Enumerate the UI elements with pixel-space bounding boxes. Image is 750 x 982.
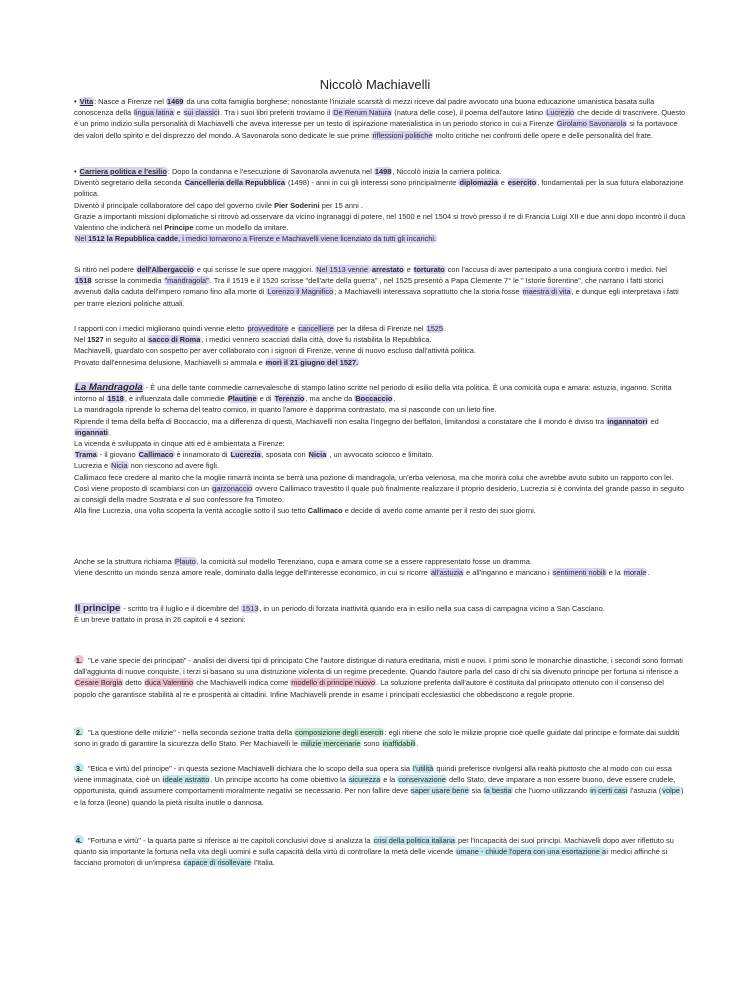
text: ; a Machiavelli interessava soprattutto che la storia fosse (334, 287, 522, 297)
highlight: "mandragola" (164, 276, 209, 286)
bold-text: 1512 la Repubblica cadde (88, 234, 179, 244)
highlight: lingua latina (134, 108, 174, 118)
principe-title: Il principe (75, 603, 121, 614)
highlight: crisi della politica italiana (373, 836, 455, 845)
highlight: 1469 (166, 97, 184, 106)
text: che Machiavelli indica come (194, 678, 291, 688)
text: , ma anche da (305, 394, 355, 404)
highlight: conservazione (398, 775, 446, 785)
highlight: ingannatori (607, 416, 648, 426)
highlight: ingannati (75, 427, 108, 437)
bold-text: Principe (164, 223, 194, 233)
highlight: torturato (413, 265, 445, 274)
highlight: 1498 (374, 167, 392, 176)
highlight: 1518 (107, 394, 124, 404)
highlight: Girolamo Savonarola (556, 119, 627, 129)
text: È un breve trattato in prosa in 26 capitoli e 4 sezioni: (74, 615, 246, 625)
text: scrisse la commedia (92, 276, 164, 286)
highlight: esercito (507, 178, 537, 188)
text: e qui scrisse le sue opere maggiori. (194, 265, 316, 274)
text: La vicenda è sviluppata in cinque atti ed è ambientata a Firenze: (74, 439, 285, 449)
highlight: morale (623, 568, 647, 578)
text: in seguito al (103, 335, 148, 345)
highlight: la bestia (484, 786, 512, 796)
text: , sposata con (261, 450, 308, 460)
text: Provato dall'ennesima delusione, Machiavelli si ammala e (74, 357, 265, 367)
text: "Fortuna e virtù" - la quarta parte si riferisce ai tre capitoli conclusivi dove si analizza la (88, 836, 373, 845)
text: : Dopo la condanna e l'esecuzione di Savonarola avvenuta nel (167, 167, 374, 176)
text: per 15 anni . (319, 200, 363, 210)
carriera-paragraph (74, 166, 686, 244)
text: e la (606, 568, 623, 578)
principe-paragraph (74, 603, 686, 625)
text: per l'incapacità dei suoi principi. Machiavelli dopo aver riflettuto su quanto sia importante la fortuna nella vita degli uomini e sulla capacità della virtù di controllare la metà delle vicende (74, 836, 674, 857)
text: ovvero Callimaco travestito il quale può finalmente realizzare il proprio desiderio, Lucrezia si è convinta del grande passo in seguito ai consigli della madre Sostrata e al suo confessore fra Timoteo. (74, 483, 685, 505)
highlight: cancelliere (298, 324, 334, 333)
text: come un modello da imitare. (193, 223, 289, 233)
text: sono (361, 739, 382, 749)
highlight: inaffidabili (382, 739, 416, 749)
section-number: 1. (75, 656, 83, 665)
text: - il giovano (97, 450, 138, 460)
text: è innamorato di (174, 450, 230, 460)
text: Diventò il principale collaboratore del capo del governo civile (74, 200, 275, 210)
highlight: sicurezza (348, 775, 381, 785)
highlight: saper usare bene (411, 786, 469, 796)
text: . (393, 394, 396, 404)
text: non riescono ad avere figli. (128, 461, 219, 471)
text: "Etica e virtù del principe" - in questa sezione Machiavelli dichiara che lo scopo della sua opera sia (88, 764, 413, 773)
highlight: Lorenzo il Magnifico (267, 287, 334, 297)
section-number: 3. (75, 764, 83, 773)
text: , in un periodo di forzata inattività quando era in esilio nella sua casa di campagna vicino a San Casciano. (259, 604, 605, 613)
highlight: Lucrezia (230, 450, 261, 460)
highlight: dell'Albergaccio (137, 265, 194, 274)
text: Nel (74, 335, 88, 345)
text: ed (648, 416, 659, 426)
highlight: Lucrezio (546, 108, 575, 118)
text: , un avvocato sciocco e limitato. (327, 450, 434, 460)
text: , i medici vennero scacciati dalla città, dove fu ristabilita la Repubblica. (201, 335, 432, 345)
text: , fondamentali per la sua futura elaborazione politica. (74, 178, 684, 199)
highlight: Boccaccio (355, 394, 393, 404)
highlight: diplomazia (459, 178, 498, 188)
highlight: 1525 (426, 324, 444, 333)
text: Nel (75, 234, 89, 244)
highlight: arrestato (372, 265, 404, 274)
text: (natura delle cose), il poema dell'autore latino (392, 108, 546, 118)
text: . (444, 324, 447, 333)
text: Callimaco fece credere al marito che la moglie rimarrà incinta se berrà una pozione di mandragola, un'erba velenosa, ma che morirà colui che avrebbe avuto subito un rapporto con lei. (74, 472, 674, 482)
text: detto (123, 678, 144, 688)
text: Lucrezia e (74, 461, 111, 471)
section-1 (74, 655, 686, 700)
text: e (289, 324, 298, 333)
bold-text: Pier Soderini (274, 200, 320, 210)
highlight: 1518 (75, 276, 92, 286)
page-title: Niccolò Machiavelli (319, 77, 431, 92)
text: e (498, 178, 507, 188)
bold-text: Callimaco (307, 506, 343, 516)
text: I rapporti con i medici migliorano quindi venne eletto (74, 324, 247, 333)
highlight: Trama (75, 450, 97, 460)
highlight: Nicia (308, 450, 327, 460)
text: che decide di trascrivere. Questo è un primo indizio sulla personalità di Machiavelli che aveva interesse per un testo di ispirazione materialistica in un periodo storico in cui a Firenze (74, 108, 686, 129)
highlight: morì il 21 giugno del 1527. (265, 357, 359, 367)
highlight: Terenzio (274, 394, 305, 404)
text: con l'accusa di aver partecipato a una congiura contro i medici. Nel (445, 265, 667, 274)
text: Machiavelli, guardato con sospetto per aver collaborato con i signori di Firenze, venne di nuovo escluso dall'attività politica. (74, 346, 476, 356)
carriera-label: Carriera politica e l'esilio (79, 167, 167, 176)
text: , i medici tornarono a Firenze e Machiavelli viene licenziato da tutti gli incarichi. (178, 234, 437, 244)
text: , Niccolò inizia la carriera politica. (392, 167, 502, 176)
vita-paragraph (74, 96, 686, 141)
highlight: sui classici (183, 108, 220, 118)
text: Anche se la struttura richiama (74, 557, 174, 566)
text: si fa portavoce dei valori dello spirito e del disprezzo del mondo. A Savonarola sono dedicate le sue prime (74, 119, 678, 140)
highlight: De Rerum Natura (333, 108, 392, 118)
text: i medici affinché si facciano promotori di un'impresa (74, 847, 668, 868)
highlight: in certi casi (590, 786, 628, 796)
text: e decide di averlo come amante per il resto dei suoi giorni. (342, 506, 536, 516)
highlight: l'utilità (413, 764, 434, 773)
text: : egli ritiene che solo le milizie proprie cioè quelle guidate dal principe e formate dai sudditi sono in grado di garantire la sicurezza dello Stato. Per Machiavelli le (74, 728, 680, 749)
highlight: milizie mercenarie (300, 739, 361, 749)
text: per la difesa di Firenze nel (334, 324, 426, 333)
text: . Tra i suoi libri preferiti troviamo il (220, 108, 333, 118)
text: che l'uomo utilizzando (512, 786, 590, 796)
text: Grazie a importanti missioni diplomatiche si ritrovò ad osservare da vicino ingranaggi di potere, nel 1500 e nel 1504 si trovò presso il re di Francia Luigi XII e due anni dopo incontrò il duca Valentino che indicherà nel (74, 211, 686, 233)
section-2 (74, 727, 686, 749)
highlight: Plauto (174, 557, 196, 566)
text: ) e la forza (leone) quando la pietà risulta inutile o dannosa. (74, 786, 684, 807)
highlight: provveditore (247, 324, 289, 333)
highlight: riflessioni politiche (372, 130, 433, 140)
text: . La soluzione preferita dall'autore è costituita dal principato ottenuto con il consenso del popolo che garantisce stabilità al re e prosperità ai cittadini. Infine Machiavelli prende in esame i principati ecclesiastici che obbediscono a regole proprie. (74, 678, 664, 699)
highlight: umane - chiude l'opera con una esortazione a (456, 847, 606, 857)
text: : Nasce a Firenze nel (94, 97, 166, 106)
text: . (647, 568, 650, 578)
highlight: Nicia (111, 461, 128, 471)
highlight: capace di risollevare (183, 858, 252, 868)
highlight: ideale astratto (162, 775, 210, 785)
text: Alla fine Lucrezia, una volta scoperta la verità accoglie sotto il suo tetto (74, 506, 308, 516)
highlight: all'astuzia (430, 568, 464, 578)
text: Viene descritto un mondo senza amore reale, dominato dalla legge dell'interesse economico, in cui si ricorre (74, 568, 430, 578)
text: (1498) - anni in cui gli interessi sono principalmente (285, 178, 459, 188)
text: . Tra il 1519 e il 1520 scrisse "dell'arte della guerra" , nel 1525 presentò a Papa Clemente 7° le " Istorie fiorentine", che narrano i fatti storici avvenuti dalla caduta dell'impero romano fino alla morte di (74, 276, 664, 297)
highlight: garzonaccio (212, 483, 253, 493)
text: e (404, 265, 413, 274)
text: . Un principe accorto ha come obiettivo la (210, 775, 348, 785)
struttura-paragraph (74, 556, 686, 578)
text: e (174, 108, 183, 118)
mandragola-title: La Mandragola (75, 382, 143, 393)
text: e all'inganno e mancano i (464, 568, 552, 578)
highlight: composizione degli eserciti (295, 728, 384, 737)
text: Diventò segretario della seconda (74, 178, 184, 188)
section-number: 4. (75, 836, 83, 845)
text: quindi preferisce rivolgersi alla realtà piuttosto che al modo con cui essa viene immaginata, cioè un (74, 764, 672, 785)
highlight: Cesare Borgia (75, 678, 123, 688)
section-4 (74, 835, 686, 869)
highlight: 1513 (241, 604, 259, 613)
text: molto critiche nei confronti delle opere e delle personalità del frate. (433, 130, 653, 140)
text: Riprende il tema della beffa di Boccaccio, ma a differenza di questi, Machiavelli non esalta l'ingegno dei beffatori, limitandosi a constatare che il mondo è diviso tra (74, 416, 607, 426)
text: La mandragola riprende lo schema del teatro comico, in quanto l'amore è dapprima contrastato, ma si nasconde con un lieto fine. (74, 405, 497, 415)
text: "Le varie specie dei principati" - analisi dei diversi tipi di principato Che l'autore distingue di natura ereditaria, misti e nuovi. I primi sono le monarchie dinastiche, i secondi sono formati dall'aggiunta di nuove conquiste, i terzi si basano su una distruzione violenta di un regime precedente. Quando l'autore parla del caso di chi sia divenuto principe per fortuna si riferisce a (74, 656, 683, 677)
highlight: Cancelleria della Repubblica (184, 178, 285, 188)
text: e la (381, 775, 398, 785)
text: . (416, 739, 419, 749)
text: - È una delle tante commedie carnevalesche di stampo latino scritte nel periodo di esilio della vita politica. È una comicità cupa e amara: astuzia, inganno. Scritta intorno al (74, 383, 672, 404)
text: da una colta famiglia borghese; nonostante l'iniziale scarsità di mezzi riceve dal padre avvocato una buona educazione umanistica basata sulla conoscenza della (74, 97, 655, 118)
text: l'Italia. (252, 858, 275, 868)
section-number: 2. (75, 728, 83, 737)
highlight: volpe (662, 786, 680, 796)
highlight: maestra di vita (522, 287, 571, 297)
bold-text: 1527 (87, 335, 104, 345)
highlight: Callimaco (138, 450, 174, 460)
highlight: modello di principe nuovo (291, 678, 376, 688)
text: dello Stato, deve imparare a non essere buono, deve essere crudele, opportunista, quindi assumere comportamenti moralmente negativi se necessario. Per non fallire deve (74, 775, 676, 796)
mandragola-paragraph (74, 382, 686, 516)
highlight: sacco di Roma (148, 335, 201, 345)
text: , e dunque egli interpretava i fatti per trarre elezioni politiche attuali. (74, 287, 679, 308)
highlight: Plautine (227, 394, 257, 404)
highlight: sentimenti nobili (552, 568, 606, 578)
vita-label: Vita (79, 97, 94, 106)
text: l'astuzia ( (628, 786, 662, 796)
bullet-icon: • (74, 167, 79, 176)
text: , la comicità sul modello Terenziano, cupa e amara come se a essere rappresentato fosse un dramma. (196, 557, 532, 566)
highlight: Nel 1513 venne (316, 265, 371, 274)
text: e di (257, 394, 274, 404)
highlight: duca Valentino (144, 678, 194, 688)
text: , è influenzata dalle commedie (124, 394, 227, 404)
ritiro-paragraph (74, 264, 686, 309)
text: sia (469, 786, 484, 796)
text: Si ritirò nel podere (74, 265, 137, 274)
text: . (108, 427, 111, 437)
bullet-icon: • (74, 97, 79, 106)
section-3 (74, 763, 686, 808)
text: - scritto tra il luglio e il dicembre del (121, 604, 241, 613)
text: Così viene proposto di scambiarsi con un (74, 483, 212, 493)
rapporti-paragraph (74, 323, 686, 368)
text: "La questione delle milizie" - nella seconda sezione tratta della (88, 728, 295, 737)
highlight (74, 234, 437, 243)
